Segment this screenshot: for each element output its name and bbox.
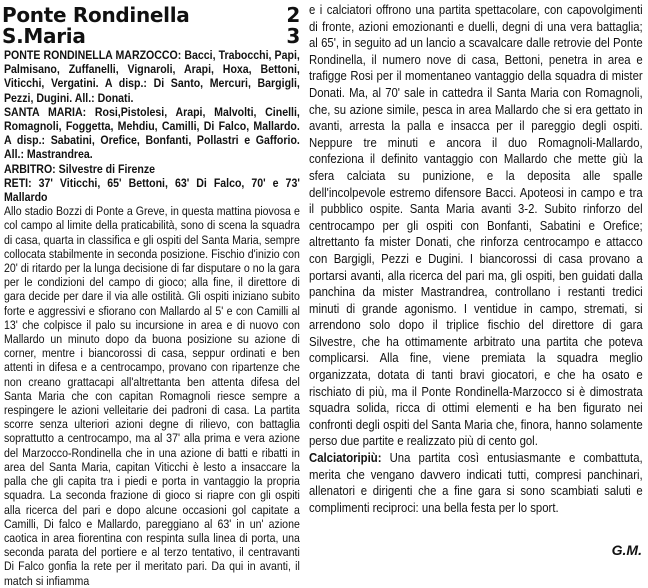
home-lineup-players: Bacci, Trabocchi, Papi, Palmisano, Zuffanelli, Vignaroli, Arapi, Hoxa, Bettoni, Viticchi, Vergatini. A disp.: Di Santo, Mercuri, Bargigli, Pezzi, Dugini. All.: Donati.	[4, 48, 300, 105]
left-column	[4, 48, 300, 588]
right-column	[309, 2, 643, 542]
home-team-score: 2	[286, 3, 300, 27]
away-team-name: S.Maria	[2, 24, 86, 48]
home-team-name: Ponte Rondinella	[2, 3, 190, 27]
closing-label: Calciatoripiù:	[309, 450, 382, 466]
referee-line	[4, 162, 300, 176]
away-lineup-players: Rosi,Pistolesi, Arapi, Malvolti, Cinelli, Romagnoli, Foggetta, Mehdiu, Camilli, Di Falco, Mallardo. A disp.: Sabatini, Orefice, Bonfanti, Pollastri e Gafforio. All.: Mastrandrea.	[4, 104, 300, 162]
home-lineup	[4, 48, 300, 105]
closing-paragraph	[309, 450, 643, 516]
away-team-score: 3	[286, 24, 300, 48]
closing-body: Una partita così entusiasmante e combattuta, merita che vengano davvero indicati tutti, compresi panchinari, allenatori e dirigenti che a fine gara si sono scambiati saluti e complimenti reciproci: una bella festa per lo sport.	[309, 450, 643, 515]
article-body-right: e i calciatori offrono una partita spettacolare, con capovolgimenti di fronte, azioni emozionanti e duelli, degni di una vera battaglia; al 65', in seguito ad un lancio a scavalcare dalle retrovie del Ponte Rondinella, il numero nove di casa, Bettoni, penetra in area e trafigge Rosi per il momentaneo vantaggio della squadra di mister Donati. Ma, al 70' sale in cattedra il Santa Maria con Romagnoli, che, su azione simile, pesca in area Mallardo che si era gettato in avanti, arresta la palla e insacca per il pareggio degli ospiti. Neppure tre minuti e ancora il duo Romagnoli-Mallardo, confeziona il definito vantaggio con Mallardo che mette giù la sfera calciata su punizione, e la deposita alle spalle dell'incolpevole estremo difensore Bacci. Apoteosi in campo e tra il pubblico ospite. Santa Maria avanti 3-2. Subito rinforzo del centrocampo per gli ospiti con Bonfanti, Sabatini e Orefice; altrettanto fa mister Donati, che rinforza centrocampo e attacco con Bargigli, Pezzi e Dugini. I biancorossi di casa provano a portarsi avanti, alla ricerca del pari ma, gli ospiti, ben guidati dalla panchina da mister Mastrandrea, controllano i restanti tredici minuti di grande agonismo. I ventidue in campo, stremati, si arrendono solo dopo il triplice fischio del direttore di gara Silvestre, che ha ottimamente arbitrato una partita che poteva complicarsi. Alla fine, viene premiata la squadra meglio organizzata, dotata di tanti bravi giocatori, e che ha osato e rischiato di più, ma il Ponte Rondinella-Marzocco si è dimostrata squadra solida, ricca di ottimi elementi e ha ben figurato nei confronti degli ospiti del Santa Maria che, finora, hanno solamente perso due partite e realizzato più di cento gol.	[309, 2, 643, 449]
away-score-row	[2, 24, 300, 49]
goals-label: RETI:	[4, 175, 32, 190]
away-lineup	[4, 105, 300, 162]
referee-name: Silvestre di Firenze	[58, 161, 156, 176]
away-lineup-label: SANTA MARIA:	[4, 104, 87, 119]
home-lineup-label: PONTE RONDINELLA MARZOCCO:	[4, 48, 182, 62]
goals-line	[4, 176, 300, 204]
goals-list: 37' Viticchi, 65' Bettoni, 63' Di Falco, 70' e 73' Mallardo	[4, 175, 300, 205]
author-signature: G.M.	[611, 542, 642, 558]
article-body-left: Allo stadio Bozzi di Ponte a Greve, in questa mattina piovosa e col campo al limite della praticabilità, sono di scena la squadra di casa, quarta in classifica e gli ospiti del Santa Maria, sempre collocata stabilmente in seconda posizione. Fischio d'inizio con 20' di ritardo per la lunga decisione di far disputare o no la gara per le condizioni del campo di gioco; alla fine, il direttore di gara decide per dare il via alle ostilità. Gli ospiti iniziano subito forte e aggressivi e sfiorano con Mallardo al 5' e con Camilli al 13' che colpisce il palo su incursione in area e di nuovo con Mallardo un minuto dopo da buona posizione su azione di corner, mentre i biancorossi di casa, seppur ordinati e ben attenti in difesa e a centrocampo, provano con ripartenze che non creano grattacapi all'altrettanta ben attenta difesa del Santa Maria che con capitan Romagnoli riesce sempre a respingere le azioni velleitarie dei padroni di casa. La partita scorre senza ulteriori azioni degne di rilievo, con battaglia soprattutto a centrocampo, ma al 37' alla prima e vera azione del Marzocco-Rondinella che in una azione di batti e ribatti in area del Santa Maria, capitan Viticchi è lesto a insaccare la palla che gli capita tra i piedi e porta in vantaggio la propria squadra. La seconda frazione di gioco si riapre con gli ospiti alla ricerca del pari e dopo alcune occasioni gol capitate a Camilli, Di falco e Mallardo, pareggiano al 63' in un' azione caotica in area fiorentina con respinta sulla linea di porta, una seconda parata del portiere e al terzo tentativo, il centravanti Di Falco gonfia la rete per il meritato pari. Da qui in avanti, il match si infiamma	[4, 204, 300, 588]
referee-label: ARBITRO:	[4, 161, 56, 176]
